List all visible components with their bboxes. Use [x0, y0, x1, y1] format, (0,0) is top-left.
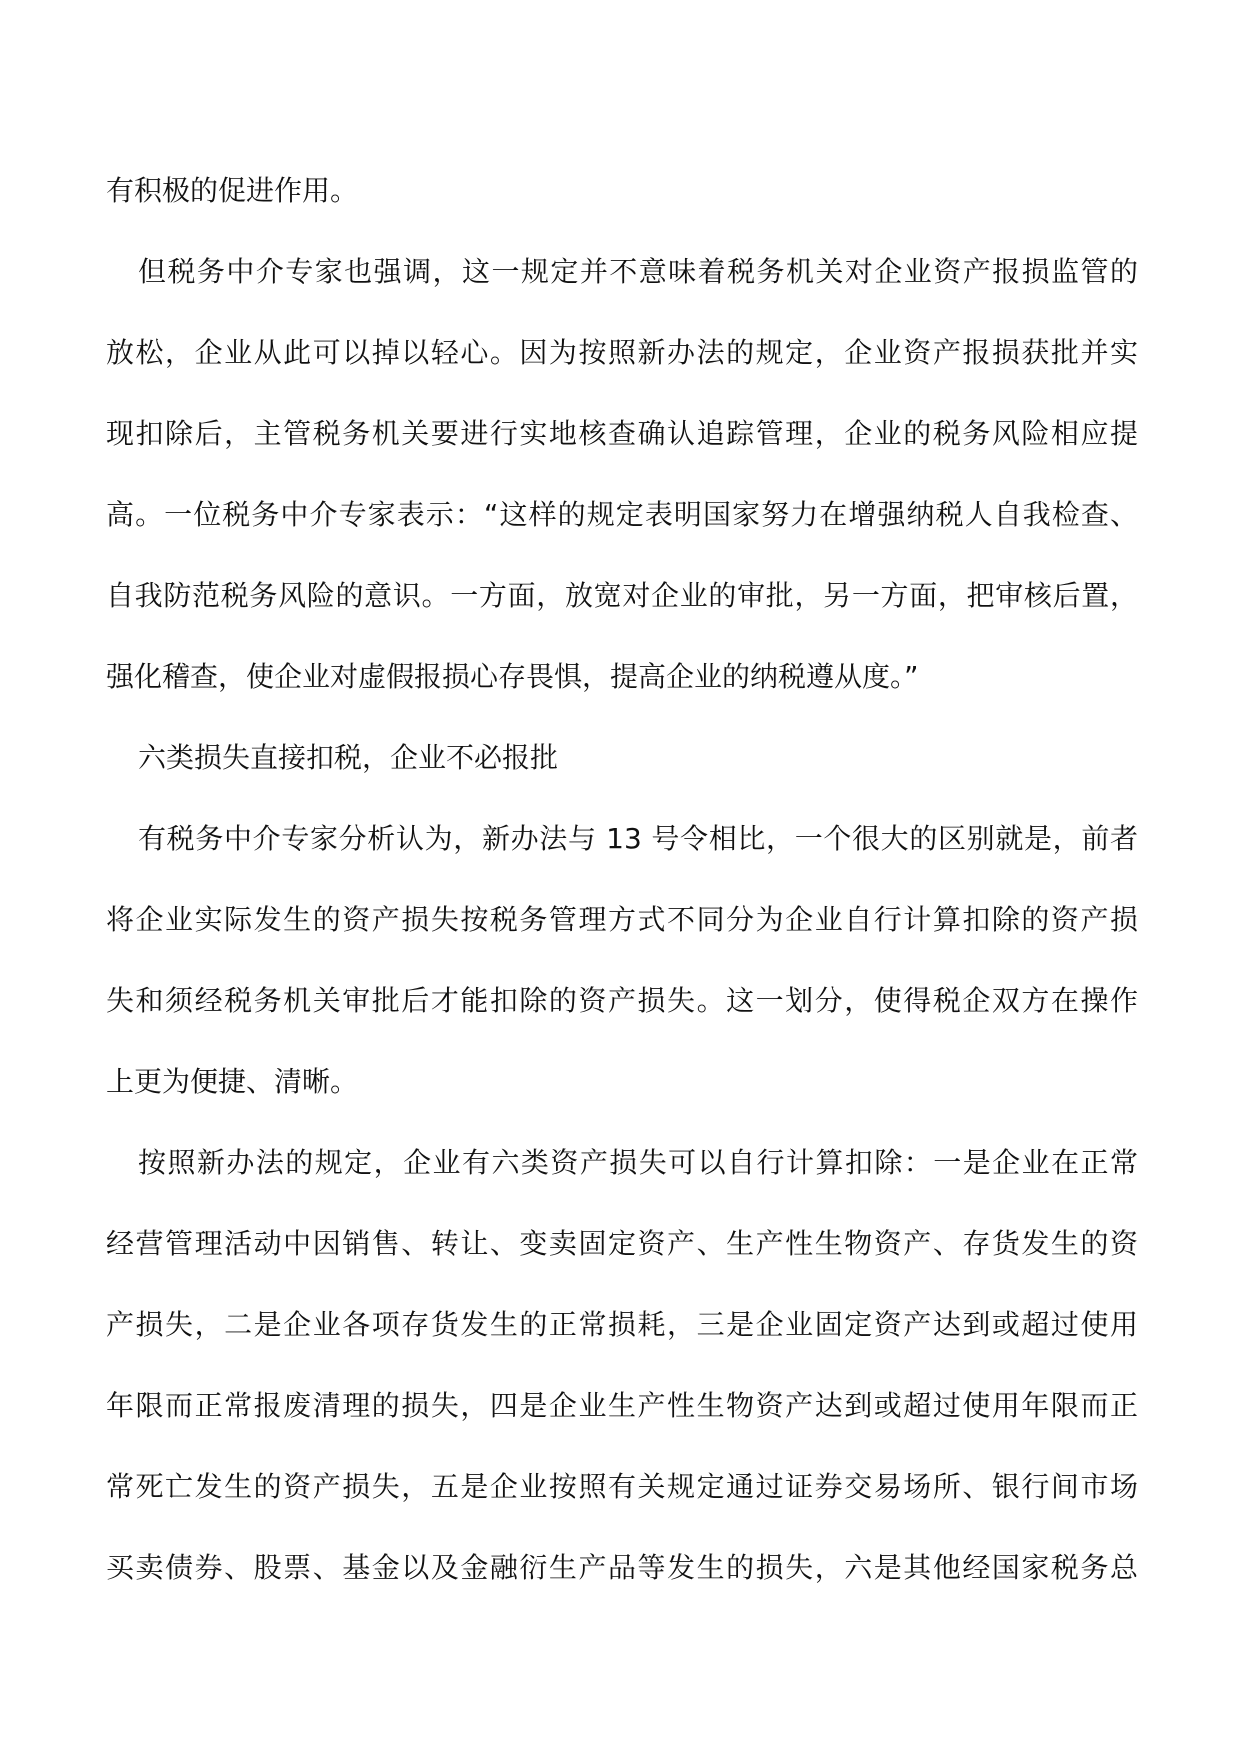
text-line: 产损失，二是企业各项存货发生的正常损耗，三是企业固定资产达到或超过使用 [106, 1308, 1138, 1341]
text-line: 但税务中介专家也强调，这一规定并不意味着税务机关对企业资产报损监管的 [138, 255, 1138, 288]
text-line: 失和须经税务机关审批后才能扣除的资产损失。这一划分，使得税企双方在操作 [106, 984, 1138, 1017]
text-line: 高。一位税务中介专家表示：“这样的规定表明国家努力在增强纳税人自我检查、 [106, 498, 1138, 531]
text-line: 上更为便捷、清晰。 [106, 1065, 359, 1098]
text-line: 自我防范税务风险的意识。一方面，放宽对企业的审批，另一方面，把审核后置， [106, 579, 1138, 612]
text-line: 常死亡发生的资产损失，五是企业按照有关规定通过证券交易场所、银行间市场 [106, 1470, 1138, 1503]
text-line: 有税务中介专家分析认为，新办法与 13 号令相比，一个很大的区别就是，前者 [138, 822, 1138, 855]
text-line: 放松，企业从此可以掉以轻心。因为按照新办法的规定，企业资产报损获批并实 [106, 336, 1138, 369]
section-heading: 六类损失直接扣税，企业不必报批 [138, 741, 559, 774]
text-line: 强化稽查，使企业对虚假报损心存畏惧，提高企业的纳税遵从度。” [106, 660, 919, 693]
document-page [106, 150, 1138, 1608]
text-line: 年限而正常报废清理的损失，四是企业生产性生物资产达到或超过使用年限而正 [106, 1389, 1138, 1422]
text-line: 有积极的促进作用。 [106, 174, 359, 207]
text-line: 将企业实际发生的资产损失按税务管理方式不同分为企业自行计算扣除的资产损 [106, 903, 1138, 936]
text-line: 经营管理活动中因销售、转让、变卖固定资产、生产性生物资产、存货发生的资 [106, 1227, 1138, 1260]
text-line: 现扣除后，主管税务机关要进行实地核查确认追踪管理，企业的税务风险相应提 [106, 417, 1138, 450]
text-line: 买卖债券、股票、基金以及金融衍生产品等发生的损失，六是其他经国家税务总 [106, 1551, 1138, 1584]
text-line: 按照新办法的规定，企业有六类资产损失可以自行计算扣除：一是企业在正常 [138, 1146, 1138, 1179]
